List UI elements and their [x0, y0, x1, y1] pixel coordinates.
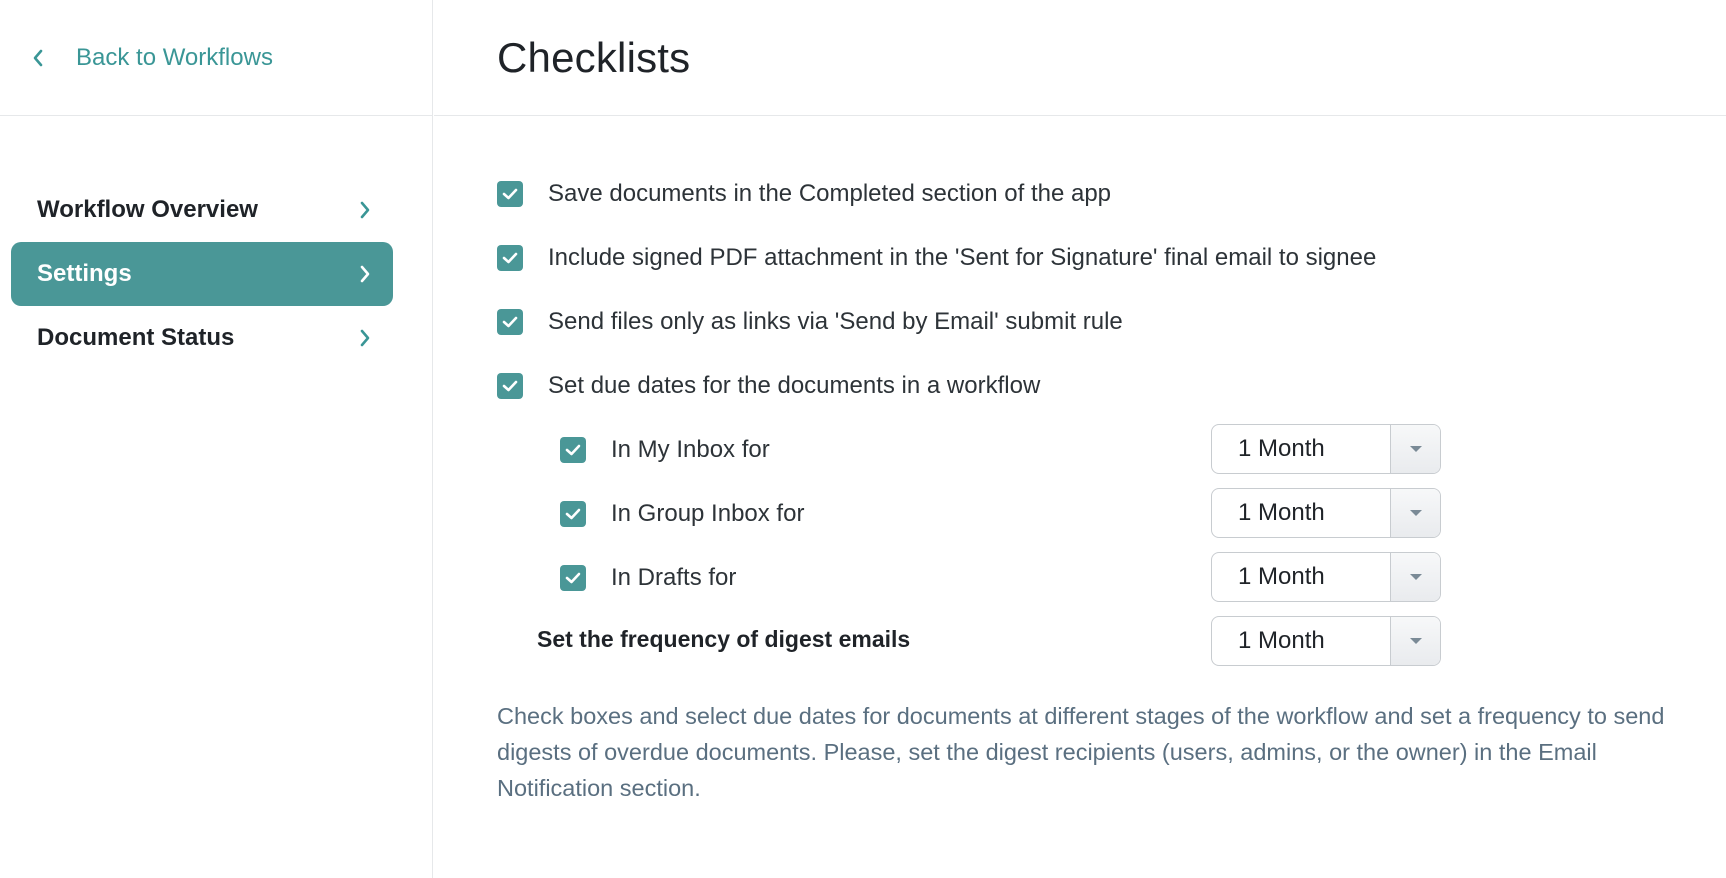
option-set-due-dates[interactable]	[497, 366, 1040, 406]
chevron-right-icon	[355, 328, 375, 348]
checkbox[interactable]	[497, 245, 523, 271]
sidebar-header	[0, 0, 432, 116]
sidebar-nav	[0, 116, 432, 370]
checkmark-icon	[564, 571, 582, 585]
page-title: Checklists	[497, 33, 691, 81]
option-send-links-only[interactable]	[497, 302, 1123, 342]
checkbox[interactable]	[497, 373, 523, 399]
checkbox[interactable]	[560, 501, 586, 527]
option-save-completed[interactable]	[497, 174, 1111, 214]
checkbox[interactable]	[560, 437, 586, 463]
option-label: Send files only as links via 'Send by Email' submit rule	[548, 308, 1123, 335]
checkmark-icon	[501, 315, 519, 329]
checkmark-icon	[501, 187, 519, 201]
option-label: Include signed PDF attachment in the 'Sent for Signature' final email to signee	[548, 244, 1377, 271]
caret-down-icon[interactable]	[1390, 425, 1440, 473]
select-value: 1 Month	[1238, 499, 1325, 526]
option-include-signed-pdf[interactable]	[497, 238, 1376, 278]
checkbox[interactable]	[497, 181, 523, 207]
sidebar	[0, 0, 433, 878]
sidebar-item-settings[interactable]	[11, 242, 393, 306]
main-panel	[434, 0, 1726, 878]
sidebar-item-document-status[interactable]	[11, 306, 393, 370]
drafts-duration-select[interactable]	[1211, 552, 1441, 602]
my-inbox-duration-select[interactable]	[1211, 424, 1441, 474]
chevron-right-icon	[355, 264, 375, 284]
checkmark-icon	[501, 379, 519, 393]
help-text: Check boxes and select due dates for documents at different stages of the workflow and set a frequency to send digests of overdue documents. Please, set the digest recipients (users, admins, or the owner) in the Email Notification section.	[497, 703, 1665, 801]
group-inbox-duration-select[interactable]	[1211, 488, 1441, 538]
sidebar-item-label: Document Status	[37, 324, 235, 351]
chevron-right-icon	[355, 200, 375, 220]
due-date-label: In Group Inbox for	[611, 500, 805, 527]
caret-down-icon[interactable]	[1390, 553, 1440, 601]
digest-frequency-label: Set the frequency of digest emails	[537, 626, 911, 652]
sidebar-item-label: Settings	[37, 260, 132, 287]
due-date-group-inbox[interactable]	[560, 494, 804, 534]
option-label: Save documents in the Completed section of the app	[548, 180, 1112, 207]
digest-frequency-select[interactable]	[1211, 616, 1441, 666]
caret-down-icon[interactable]	[1390, 617, 1440, 665]
chevron-left-icon	[28, 48, 48, 68]
sidebar-item-workflow-overview[interactable]	[11, 178, 393, 242]
checkmark-icon	[501, 251, 519, 265]
due-date-my-inbox[interactable]	[560, 430, 770, 470]
caret-down-icon[interactable]	[1390, 489, 1440, 537]
due-date-drafts[interactable]	[560, 558, 736, 598]
select-value: 1 Month	[1238, 627, 1325, 654]
checkmark-icon	[564, 507, 582, 521]
back-to-workflows-link[interactable]	[28, 44, 273, 72]
back-link-label: Back to Workflows	[76, 43, 273, 71]
option-label: Set due dates for the documents in a workflow	[548, 372, 1041, 399]
main-header	[434, 0, 1726, 116]
sidebar-item-label: Workflow Overview	[37, 196, 258, 223]
checkbox[interactable]	[560, 565, 586, 591]
select-value: 1 Month	[1238, 563, 1325, 590]
checkbox[interactable]	[497, 309, 523, 335]
select-value: 1 Month	[1238, 435, 1325, 462]
checkmark-icon	[564, 443, 582, 457]
due-date-label: In My Inbox for	[611, 436, 770, 463]
due-date-label: In Drafts for	[611, 564, 737, 591]
